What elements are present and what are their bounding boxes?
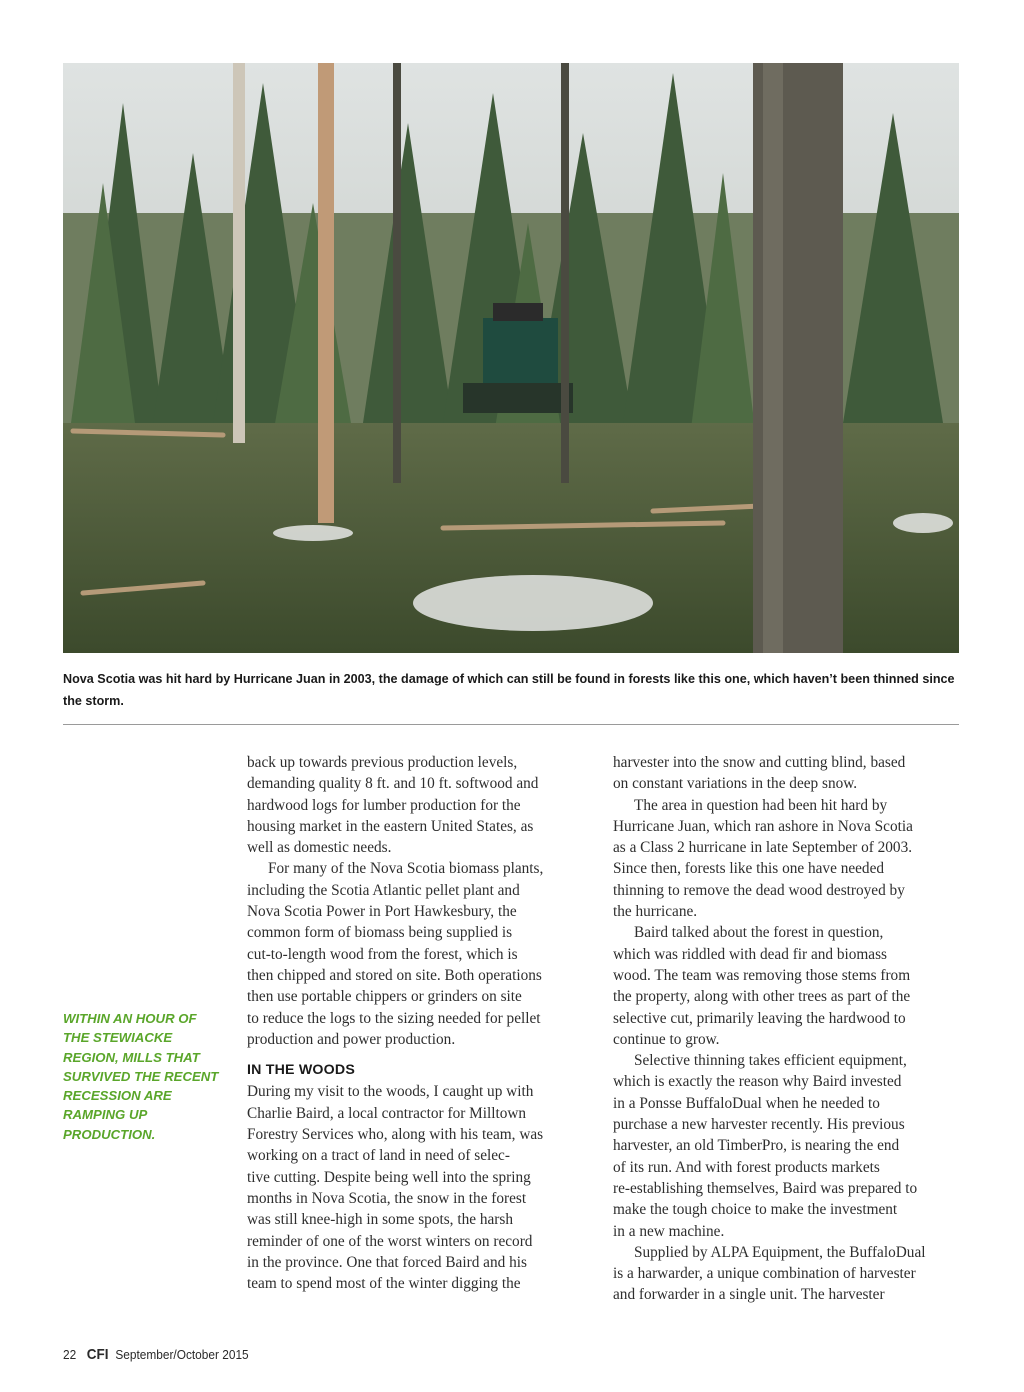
text-line: common form of biomass being supplied is <box>247 924 513 942</box>
text-line: back up towards previous production levels, <box>247 754 518 771</box>
text-line: demanding quality 8 ft. and 10 ft. softwood and <box>247 775 539 793</box>
text-line: make the tough choice to make the investment <box>613 1201 898 1219</box>
issue-date: September/October 2015 <box>115 1347 249 1362</box>
article-column-1 <box>247 752 599 1294</box>
text-line: thinning to remove the dead wood destroyed by <box>613 881 905 899</box>
text-line: continue to grow. <box>613 1030 720 1048</box>
pull-quote: WITHIN AN HOUR OF THE STEWIACKE REGION, MILLS THAT SURVIVED THE RECENT RECESSION ARE RAMPING UP PRODUCTION. <box>63 1011 219 1142</box>
text-line: and forwarder in a single unit. The harvester <box>613 1286 885 1304</box>
text-line: harvester, an old TimberPro, is nearing the end <box>613 1137 900 1155</box>
page-number: 22 <box>63 1347 77 1362</box>
text-line: housing market in the eastern United States, as <box>247 817 534 835</box>
text-line: reminder of one of the worst winters on record <box>247 1232 533 1250</box>
text-line: including the Scotia Atlantic pellet plant and <box>247 881 520 899</box>
text-line: working on a tract of land in need of selec- <box>247 1147 510 1165</box>
text-line: which is exactly the reason why Baird invested <box>613 1073 902 1091</box>
text-line: purchase a new harvester recently. His previous <box>613 1116 905 1134</box>
text-line: team to spend most of the winter digging the <box>247 1275 521 1293</box>
magazine-brand: CFI <box>86 1346 109 1363</box>
text-line: the property, along with other trees as part of the <box>613 988 911 1006</box>
text-line: which was riddled with dead fir and biomass <box>613 945 888 963</box>
text-line: Nova Scotia Power in Port Hawkesbury, the <box>247 903 517 921</box>
text-line: then use portable chippers or grinders on site <box>247 988 522 1006</box>
text-line: Charlie Baird, a local contractor for Milltown <box>247 1104 527 1122</box>
text-line: Baird talked about the forest in question, <box>634 924 884 942</box>
forest-harvest-photo <box>63 63 959 653</box>
text-line: Supplied by ALPA Equipment, the BuffaloDual <box>634 1243 926 1261</box>
text-line: re-establishing themselves, Baird was prepared to <box>613 1179 918 1197</box>
text-line: cut-to-length wood from the forest, which is <box>247 945 518 963</box>
forest-illustration <box>63 63 959 653</box>
text-line: Forestry Services who, along with his team, was <box>247 1126 544 1144</box>
text-line: Hurricane Juan, which ran ashore in Nova Scotia <box>613 817 913 835</box>
text-line: to reduce the logs to the sizing needed for pellet <box>247 1009 541 1027</box>
text-line: months in Nova Scotia, the snow in the forest <box>247 1189 527 1207</box>
text-line: on constant variations in the deep snow. <box>613 775 858 793</box>
text-line: of its run. And with forest products markets <box>613 1158 880 1176</box>
text-line: hardwood logs for lumber production for the <box>247 796 521 814</box>
text-line: tive cutting. Despite being well into the spring <box>247 1168 531 1186</box>
text-line: in the province. One that forced Baird and his <box>247 1253 527 1271</box>
photo-caption: Nova Scotia was hit hard by Hurricane Juan in 2003, the damage of which can still be found in forests like this one, which haven’t been thinned since the storm. <box>63 672 955 708</box>
text-line: Since then, forests like this one have needed <box>613 860 885 878</box>
text-line: as a Class 2 hurricane in late September of 2003. <box>613 839 913 857</box>
caption-divider <box>63 724 959 725</box>
text-line: production and power production. <box>247 1030 456 1048</box>
text-line: was still knee-high in some spots, the harsh <box>247 1211 513 1229</box>
text-line: The area in question had been hit hard by <box>634 796 888 814</box>
text-line: is a harwarder, a unique combination of harvester <box>613 1265 916 1283</box>
article-column-2 <box>613 752 965 1306</box>
text-line: selective cut, primarily leaving the hardwood to <box>613 1009 906 1027</box>
paragraph-gap <box>247 1050 599 1060</box>
text-line: Selective thinning takes efficient equipment, <box>634 1052 907 1070</box>
section-heading: IN THE WOODS <box>247 1062 356 1079</box>
text-line: the hurricane. <box>613 903 698 921</box>
text-line: then chipped and stored on site. Both operations <box>247 966 542 984</box>
text-line: harvester into the snow and cutting blind, based <box>613 754 906 771</box>
text-line: wood. The team was removing those stems from <box>613 966 911 984</box>
text-line: During my visit to the woods, I caught up with <box>247 1083 534 1101</box>
page-footer <box>63 1346 249 1363</box>
text-line: For many of the Nova Scotia biomass plants, <box>268 860 544 878</box>
text-line: in a new machine. <box>613 1222 725 1240</box>
text-line: well as domestic needs. <box>247 839 392 857</box>
text-line: in a Ponsse BuffaloDual when he needed to <box>613 1094 880 1112</box>
